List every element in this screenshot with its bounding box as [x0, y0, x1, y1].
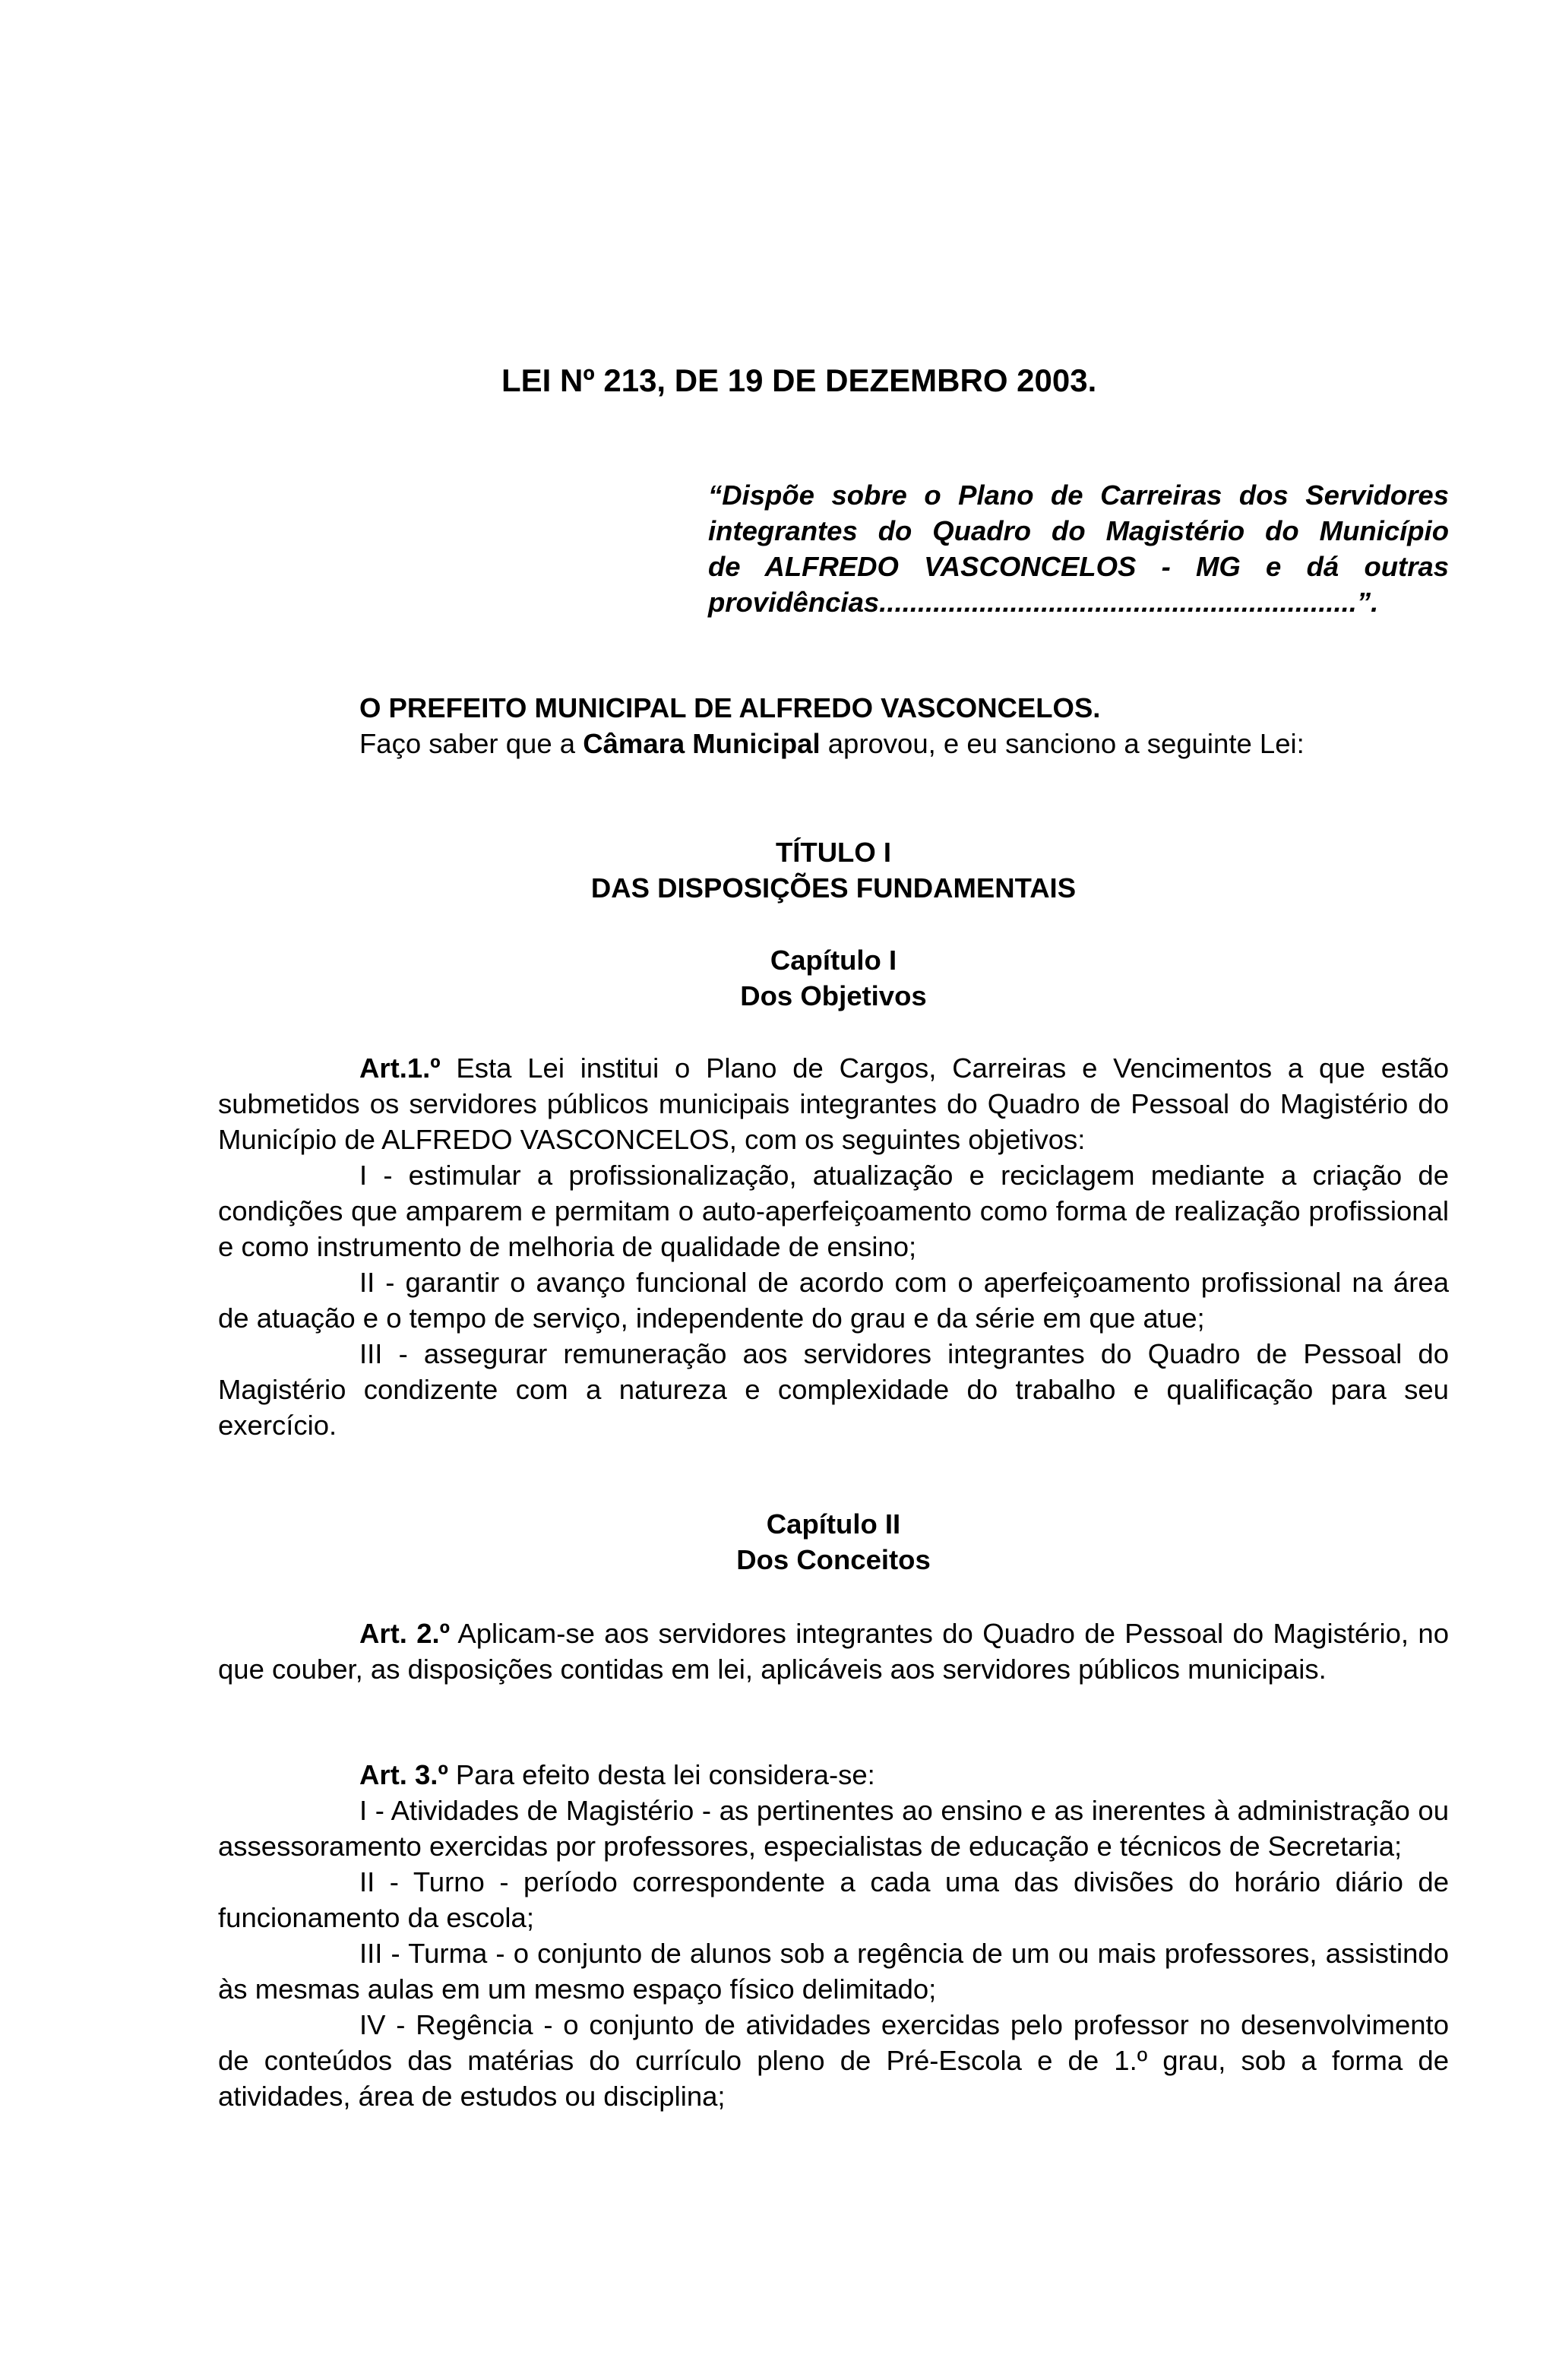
- art3-label: Art. 3.º: [359, 1759, 448, 1790]
- art1-label: Art.1.º: [359, 1052, 441, 1084]
- chapter1-name: Dos Objetivos: [740, 980, 927, 1011]
- article-3: [218, 1757, 1449, 2114]
- art2-label: Art. 2.º: [359, 1618, 451, 1649]
- art1-item: [218, 1264, 1449, 1336]
- enactment-line: [359, 726, 1305, 761]
- art3-item-text: III - Turma - o conjunto de alunos sob a regência de um ou mais professores, assistindo às mesmas aulas em um mesmo espaço físico delimitado;: [218, 1938, 1449, 2005]
- chapter2-name: Dos Conceitos: [736, 1544, 931, 1575]
- chapter1-label: Capítulo I: [770, 945, 897, 976]
- art1-caput: [218, 1050, 1449, 1157]
- titulo-label: TÍTULO I: [775, 837, 892, 868]
- art3-item: [218, 2007, 1449, 2114]
- preamble: [359, 690, 1305, 761]
- art1-item: [218, 1157, 1449, 1264]
- law-title: LEI Nº 213, DE 19 DE DEZEMBRO 2003.: [501, 362, 1097, 398]
- art3-caput-text: Para efeito desta lei considera-se:: [448, 1759, 875, 1790]
- ementa-line: integrantes do Quadro do Magistério do Município: [708, 515, 1449, 546]
- article-2: [218, 1616, 1449, 1687]
- art3-item: [218, 1935, 1449, 2007]
- art3-item: [218, 1793, 1449, 1864]
- ementa-line: “Dispõe sobre o Plano de Carreiras dos Servidores: [708, 479, 1449, 511]
- ementa-line: providências..............................................................”.: [708, 587, 1379, 618]
- art3-item-text: I - Atividades de Magistério - as pertinentes ao ensino e as inerentes à administração ou assessoramento exercidas por professores, especialistas de educação e técnicos de Secretaria;: [218, 1795, 1449, 1862]
- art2-caput: [218, 1616, 1449, 1687]
- art3-item-text: IV - Regência - o conjunto de atividades exercidas pelo professor no desenvolvimento de conteúdos das matérias do currículo pleno de Pré-Escola e de 1.º grau, sob a forma de atividades, área de estudos ou disciplina;: [218, 2009, 1449, 2112]
- titulo-heading: [218, 834, 1449, 906]
- art1-item-text: III - assegurar remuneração aos servidores integrantes do Quadro de Pessoal do Magistério condizente com a natureza e complexidade do trabalho e qualificação para seu exercício.: [218, 1338, 1449, 1441]
- art1-caput-text: Esta Lei institui o Plano de Cargos, Carreiras e Vencimentos a que estão submetidos os servidores públicos municipais integrantes do Quadro de Pessoal do Magistério do Município de ALFREDO VASCONCELOS, com os seguintes objetivos:: [218, 1052, 1449, 1155]
- enactment-text-after: aprovou, e eu sanciono a seguinte Lei:: [820, 728, 1305, 759]
- art1-item-text: II - garantir o avanço funcional de acordo com o aperfeiçoamento profissional na área de atuação e o tempo de serviço, independente do grau e da série em que atue;: [218, 1267, 1449, 1334]
- ementa-line: de ALFREDO VASCONCELOS - MG e dá outras: [708, 551, 1449, 582]
- enactment-text-before: Faço saber que a: [359, 728, 584, 759]
- mayor-line: O PREFEITO MUNICIPAL DE ALFREDO VASCONCELOS.: [359, 692, 1101, 723]
- titulo-name: DAS DISPOSIÇÕES FUNDAMENTAIS: [590, 872, 1077, 904]
- art3-item-text: II - Turno - período correspondente a cada uma das divisões do horário diário de funcionamento da escola;: [218, 1866, 1449, 1933]
- article-1: [218, 1050, 1449, 1443]
- chapter2-heading: [218, 1506, 1449, 1578]
- art1-item-text: I - estimular a profissionalização, atualização e reciclagem mediante a criação de condições que amparem e permitam o auto-aperfeiçoamento como forma de realização profissional e como instrumento de melhoria de qualidade de ensino;: [218, 1160, 1449, 1262]
- art2-caput-text: Aplicam-se aos servidores integrantes do Quadro de Pessoal do Magistério, no que couber, as disposições contidas em lei, aplicáveis aos servidores públicos municipais.: [218, 1618, 1449, 1685]
- chapter2-label: Capítulo II: [766, 1508, 901, 1540]
- chamber-name: Câmara Municipal: [583, 728, 821, 759]
- chapter1-heading: [218, 942, 1449, 1014]
- art3-item: [218, 1864, 1449, 1935]
- art3-caput: [218, 1757, 1449, 1793]
- ementa: [708, 477, 1449, 620]
- art1-item: [218, 1336, 1449, 1443]
